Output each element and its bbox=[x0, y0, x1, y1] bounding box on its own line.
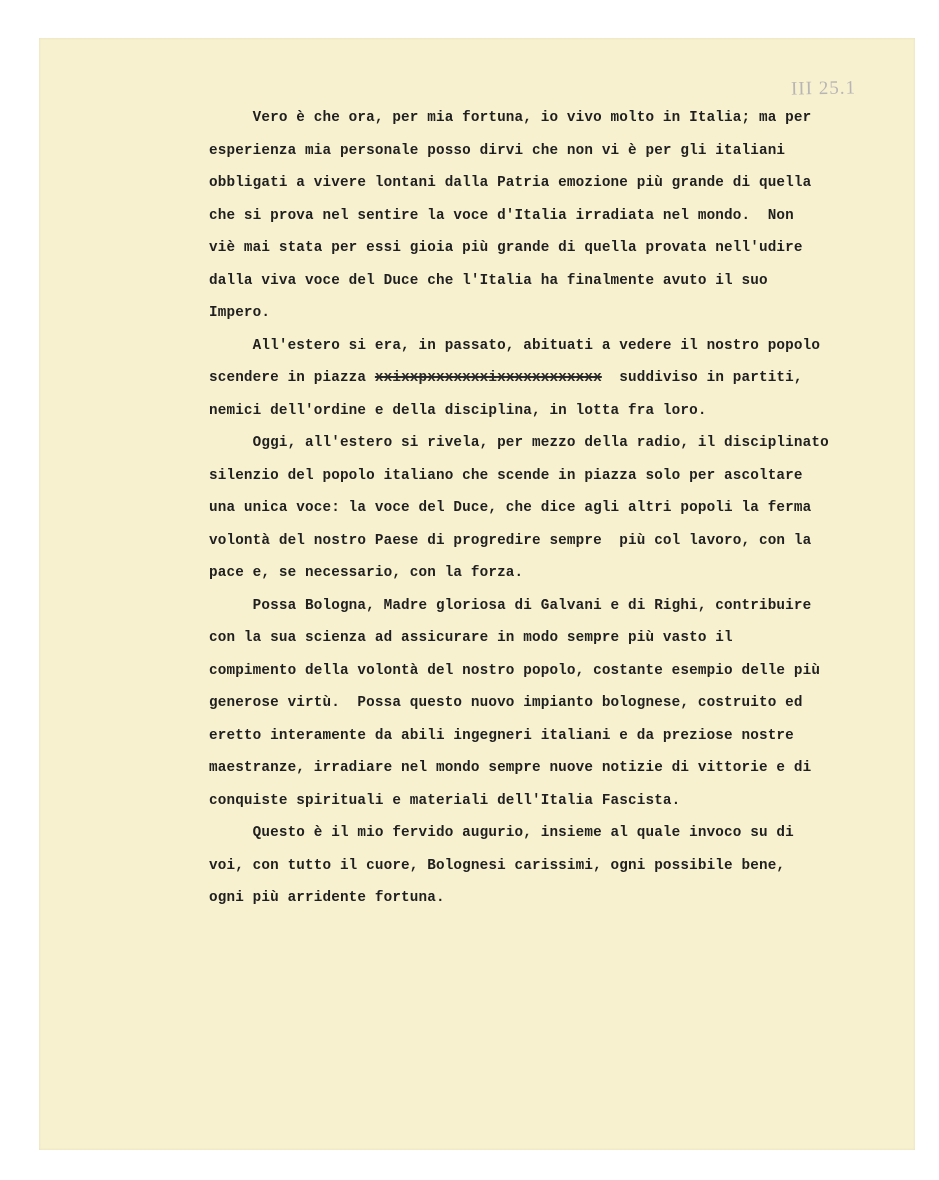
line-text-before: scendere in piazza bbox=[209, 370, 375, 386]
text-line: una unica voce: la voce del Duce, che dice agli altri popoli la ferma bbox=[209, 500, 812, 516]
text-line: Oggi, all'estero si rivela, per mezzo della radio, il disciplinato bbox=[209, 435, 829, 451]
paragraph-5 bbox=[209, 817, 924, 915]
text-line: viè mai stata per essi gioia più grande di quella provata nell'udire bbox=[209, 240, 803, 256]
text-line: All'estero si era, in passato, abituati a vedere il nostro popolo bbox=[209, 337, 821, 354]
text-line: pace e, se necessario, con la forza. bbox=[209, 565, 524, 581]
text-line: esperienza mia personale posso dirvi che non vi è per gli italiani bbox=[209, 142, 786, 159]
typed-page bbox=[39, 38, 915, 1150]
text-line: nemici dell'ordine e della disciplina, in lotta fra loro. bbox=[209, 402, 707, 419]
paragraph-3 bbox=[209, 427, 924, 590]
text-line-with-strikeout bbox=[209, 362, 924, 395]
text-line: volontà del nostro Paese di progredire sempre più col lavoro, con la bbox=[209, 532, 812, 549]
text-line: generose virtù. Possa questo nuovo impianto bolognese, costruito ed bbox=[209, 695, 803, 711]
text-line: silenzio del popolo italiano che scende in piazza solo per ascoltare bbox=[209, 467, 803, 484]
text-line: obbligati a vivere lontani dalla Patria emozione più grande di quella bbox=[209, 175, 812, 191]
struck-out-text: xxixxpxxxxxxxixxxxxxxxxxxx bbox=[374, 370, 602, 386]
text-line: ogni più arridente fortuna. bbox=[209, 890, 445, 906]
text-line: conquiste spirituali e materiali dell'Italia Fascista. bbox=[209, 792, 681, 809]
text-line: eretto interamente da abili ingegneri italiani e da preziose nostre bbox=[209, 727, 794, 744]
text-line: dalla viva voce del Duce che l'Italia ha finalmente avuto il suo bbox=[209, 272, 768, 289]
text-line: Impero. bbox=[209, 305, 271, 321]
text-line: maestranze, irradiare nel mondo sempre nuove notizie di vittorie e di bbox=[209, 760, 812, 776]
paragraph-2 bbox=[209, 330, 924, 428]
text-line: che si prova nel sentire la voce d'Italia irradiata nel mondo. Non bbox=[209, 207, 794, 224]
text-line: con la sua scienza ad assicurare in modo sempre più vasto il bbox=[209, 630, 733, 646]
line-text-after: suddiviso in partiti, bbox=[601, 370, 803, 386]
text-line: Questo è il mio fervido augurio, insieme al quale invoco su di bbox=[209, 825, 794, 841]
text-line: voi, con tutto il cuore, Bolognesi carissimi, ogni possibile bene, bbox=[209, 857, 786, 874]
paragraph-4 bbox=[209, 590, 924, 818]
text-line: Possa Bologna, Madre gloriosa di Galvani e di Righi, contribuire bbox=[209, 597, 812, 614]
text-line: compimento della volontà del nostro popolo, costante esempio delle più bbox=[209, 662, 821, 679]
text-line: Vero è che ora, per mia fortuna, io vivo molto in Italia; ma per bbox=[209, 110, 812, 126]
paragraph-1 bbox=[209, 102, 924, 330]
document-body bbox=[209, 102, 924, 915]
archive-mark: III 25.1 bbox=[790, 77, 857, 100]
